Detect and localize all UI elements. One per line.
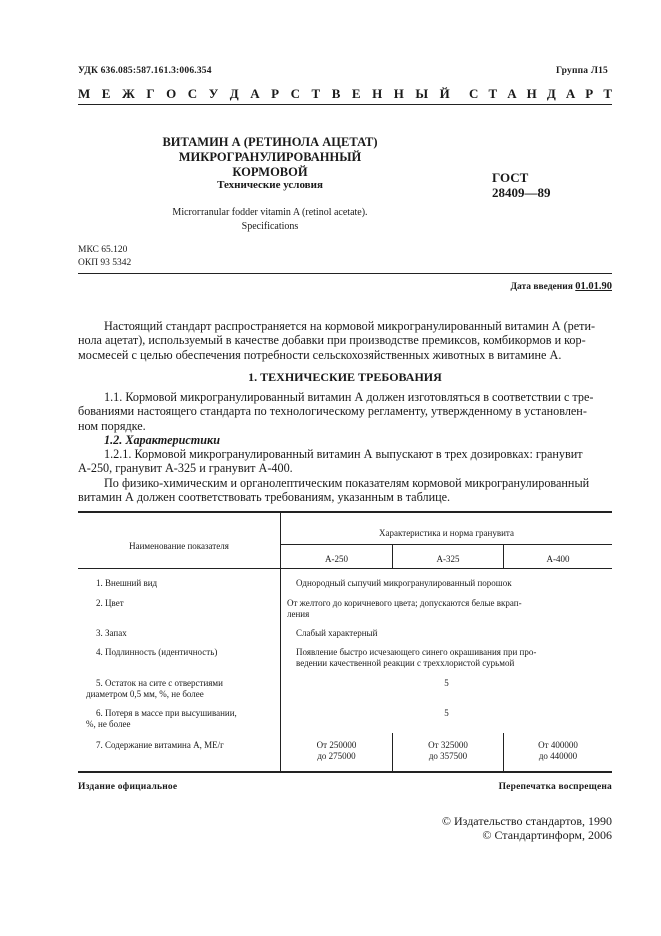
banner-letter: Г	[146, 86, 155, 101]
table-bottom-rule	[78, 771, 612, 773]
mks-code: МКС 65.120	[78, 245, 128, 255]
banner-letter: Н	[393, 86, 404, 101]
table-row-value-line: Появление быстро исчезающего синего окрашивания при про-	[296, 647, 537, 657]
banner-letter: Т	[603, 86, 612, 101]
banner-word-interstate	[78, 86, 450, 102]
clause-1-2-heading: 1.2. Характеристики	[104, 433, 220, 447]
table-row-value-a325	[393, 740, 503, 762]
banner-letter: С	[469, 86, 479, 101]
clause-line: витамин А должен соответствовать требованиям, указанным в таблице.	[78, 490, 451, 505]
banner-letter: Й	[439, 86, 450, 101]
banner-word-standard	[469, 86, 612, 102]
copyright-line: © Издательство стандартов, 1990	[441, 814, 612, 828]
banner-letter: С	[187, 86, 198, 101]
banner-letter: Е	[101, 86, 111, 101]
table-row-value-line: до 357500	[428, 751, 468, 761]
table-subheader-rule	[280, 544, 612, 545]
banner-letter: А	[507, 86, 517, 101]
official-edition: Издание официальное	[78, 782, 178, 792]
clause-line: ном порядке.	[78, 418, 146, 433]
table-row-value	[287, 598, 605, 620]
reprint-prohibited: Перепечатка воспрещена	[498, 782, 612, 792]
gost-number: 28409—89	[492, 185, 551, 200]
gost-label: ГОСТ	[492, 170, 529, 185]
table-subheader-a400: А-400	[546, 554, 570, 564]
table-row-value-line: От желтого до коричневого цвета; допускаются белые вкрап-	[287, 598, 522, 608]
banner-letter: Р	[271, 86, 280, 101]
banner-letter: Д	[546, 86, 556, 101]
classification-codes	[78, 244, 131, 270]
copyright-block	[380, 814, 612, 842]
banner-letter: С	[290, 86, 300, 101]
title-subtitle: Технические условия	[217, 179, 323, 191]
table-row-value: 5	[444, 678, 449, 688]
table-top-rule	[78, 511, 612, 513]
banner-letter: Н	[372, 86, 383, 101]
table-row-name-line: 6. Потеря в массе при высушивании,	[96, 708, 237, 718]
banner-letter: О	[166, 86, 177, 101]
table-row-value-line: ведении качественной реакции с треххлористой сурьмой	[296, 658, 515, 668]
intro-paragraph	[78, 319, 612, 362]
table-row-value-line: От 250000	[316, 740, 357, 750]
table-row-name: 4. Подлинность (идентичность)	[96, 647, 218, 657]
banner-letter: Н	[526, 86, 537, 101]
clause-line: По физико-химическим и органолептическим показателям кормовой микрогранулированный	[104, 476, 590, 490]
introduction-date-label: Дата введения	[510, 282, 573, 292]
table-subheader-a250: А-250	[325, 554, 348, 564]
clause-line: 1.1. Кормовой микрогранулированный витамин А должен изготовляться в соответствии с тре-	[104, 390, 594, 404]
banner-letter: Ы	[415, 86, 429, 101]
table-row-value-line: ления	[287, 609, 310, 619]
clause-line: А-250, гранувит А-325 и гранувит А-400.	[78, 461, 293, 476]
table-row-name-line: диаметром 0,5 мм, %, не более	[86, 689, 204, 699]
table-row-name-line: %, не более	[86, 719, 131, 729]
banner-rule	[78, 104, 612, 105]
table-header-indicator: Наименование показателя	[129, 541, 229, 551]
title-line-1: ВИТАМИН А (РЕТИНОЛА АЦЕТАТ)	[162, 135, 378, 149]
clause-1-1	[78, 390, 612, 433]
table-row-name	[86, 708, 278, 730]
table-row-value: Слабый характерный	[296, 628, 378, 638]
table-row-value-line: От 400000	[538, 740, 578, 750]
table-row-value-a250	[281, 740, 392, 762]
title-english	[150, 206, 390, 234]
table-row-value	[296, 647, 608, 669]
banner-letter: Ж	[121, 86, 135, 101]
table-row-name: 7. Содержание витамина А, МЕ/г	[96, 740, 224, 750]
codes-rule	[78, 273, 612, 274]
table-row-value-line: до 275000	[317, 751, 356, 761]
table-intro-paragraph	[78, 476, 612, 505]
banner-letter: А	[250, 86, 260, 101]
introduction-date	[440, 281, 612, 292]
table-row-name: 3. Запах	[96, 628, 127, 638]
title-english-line-2: Specifications	[241, 221, 299, 232]
gost-designation	[492, 170, 551, 200]
table-row-value: 5	[444, 708, 449, 718]
clause-line: 1.2.1. Кормовой микрогранулированный витамин А выпускают в трех дозировках: гранувит	[104, 447, 583, 461]
banner-letter: Р	[585, 86, 594, 101]
intro-line: нола ацетат), используемый в качестве добавки при производстве премиксов, комбикормов и кор-	[78, 333, 586, 348]
clause-1-2-1	[78, 447, 612, 476]
introduction-date-value: 01.01.90	[575, 281, 612, 292]
table-header-rule	[78, 568, 612, 569]
okp-code: ОКП 93 5342	[78, 258, 132, 268]
title-english-line-1: Micrогranular fodder vitamin A (retinol acetate).	[172, 207, 368, 218]
title-line-2: МИКРОГРАНУЛИРОВАННЫЙ КОРМОВОЙ	[178, 150, 362, 179]
table-row-name: 1. Внешний вид	[96, 578, 158, 588]
udk-code: УДК 636.085:587.161.3:006.354	[78, 66, 212, 76]
table-subheader-a325: А-325	[436, 554, 460, 564]
intro-line: мосмесей с целью обеспечения потребности сельскохозяйственных животных в витамине А.	[78, 347, 562, 362]
section-heading: 1. ТЕХНИЧЕСКИЕ ТРЕБОВАНИЯ	[248, 370, 442, 384]
copyright-line: © Стандартинформ, 2006	[482, 828, 612, 842]
banner-letter: Д	[229, 86, 239, 101]
table-header-group: Характеристика и норма гранувита	[379, 528, 514, 538]
interstate-standard-banner	[78, 86, 612, 102]
table-row-name-line: 5. Остаток на сите с отверстиями	[96, 678, 223, 688]
banner-letter: М	[78, 86, 91, 101]
table-row-name: 2. Цвет	[96, 598, 124, 608]
table-row-value-line: От 325000	[428, 740, 468, 750]
table-row-value-line: до 440000	[538, 751, 578, 761]
table-row-name	[86, 678, 278, 700]
group-code: Группа Л15	[556, 66, 609, 76]
table-row-value: Однородный сыпучий микрогранулированный порошок	[296, 578, 512, 588]
banner-letter: Т	[311, 86, 321, 101]
clause-line: бованиями настоящего стандарта по технологическому регламенту, утвержденному в установлен-	[78, 404, 587, 419]
banner-letter: У	[208, 86, 219, 101]
banner-letter: Е	[351, 86, 361, 101]
banner-letter: Т	[488, 86, 498, 101]
banner-letter: В	[331, 86, 341, 101]
banner-letter: А	[565, 86, 576, 101]
table-row-value-a400	[504, 740, 612, 762]
intro-line: Настоящий стандарт распространяется на кормовой микрогранулированный витамин А (рети-	[104, 319, 596, 333]
